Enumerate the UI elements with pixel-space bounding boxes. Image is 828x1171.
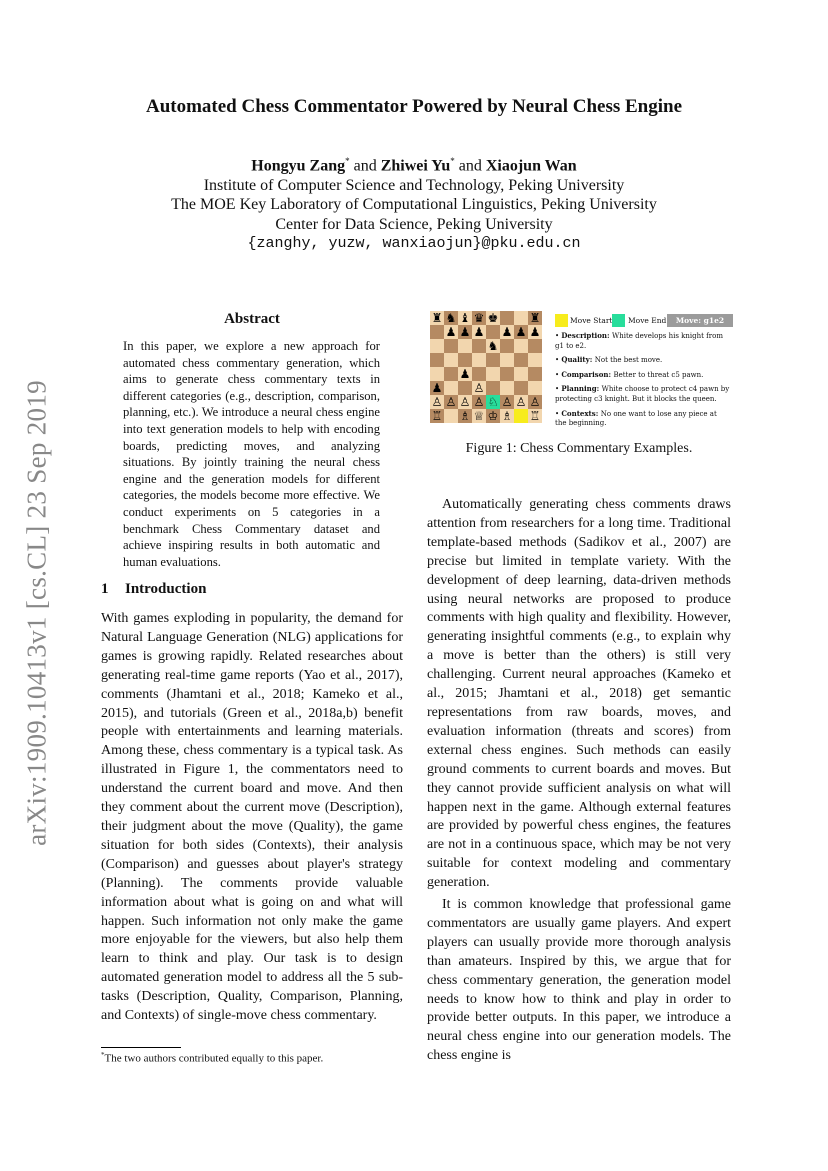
affiliation-3: Center for Data Science, Peking University — [275, 215, 553, 233]
square-f2: ♙ — [501, 395, 513, 409]
square-c4: ♟ — [459, 367, 471, 381]
square-d6 — [472, 339, 486, 353]
comment-list — [555, 331, 730, 433]
square-a7 — [430, 325, 444, 339]
square-g2: ♙ — [515, 395, 527, 409]
square-c2: ♙ — [459, 395, 471, 409]
affiliation-1: Institute of Computer Science and Technology, Peking University — [203, 176, 625, 194]
comment-item — [555, 370, 730, 381]
section-title: Introduction — [125, 581, 207, 597]
square-f4 — [500, 367, 514, 381]
square-h6 — [528, 339, 542, 353]
square-e6: ♞ — [487, 339, 499, 353]
author-1: Hongyu Zang — [251, 157, 346, 175]
square-d1: ♕ — [473, 409, 485, 423]
equal-contrib-mark: * — [450, 156, 455, 166]
square-a4 — [430, 367, 444, 381]
equal-contrib-mark: * — [345, 156, 350, 166]
and-1: and — [353, 157, 377, 175]
square-e2: ♘ — [487, 395, 499, 409]
abstract-body: In this paper, we explore a new approach for automated chess commentary generation, which aims to generate chess commentary texts in different categories (e.g., description, comparison, planning, etc.). We introduce a neural chess engine into text generation models to help with encoding boards, predicting moves, and analyzing situations. By jointly training the neural chess engine and the generation models for different categories, the models become more effective. We conduct experiments on 5 categories in a benchmark Chess Commentary dataset and achieve inspiring results in both automatic and human evaluations. — [123, 339, 380, 569]
right-paragraph-2: It is common knowledge that professional game commentators are usually game players. And expert players can usually provide more thorough analysis than amateurs. Inspired by this, we argue that for chess commentary generation, the generation model needs to know how to think and play in order to provide better outputs. In this paper, we introduce a neural chess engine into our generation models. The chess engine is — [427, 897, 731, 1064]
square-d7: ♟ — [473, 325, 485, 339]
square-f3 — [500, 381, 514, 395]
author-2: Zhiwei Yu — [380, 157, 451, 175]
square-d4 — [472, 367, 486, 381]
square-b5 — [444, 353, 458, 367]
footnote-mark: * — [101, 1051, 105, 1059]
square-g4 — [514, 367, 528, 381]
footnote-rule — [101, 1047, 181, 1048]
square-e4 — [486, 367, 500, 381]
square-h3 — [528, 381, 542, 395]
chess-board — [430, 311, 542, 423]
square-b6 — [444, 339, 458, 353]
footnote-text: The two authors contributed equally to this paper. — [104, 1052, 324, 1065]
square-a3: ♟ — [431, 381, 443, 395]
right-column — [427, 496, 731, 1066]
square-g5 — [514, 353, 528, 367]
square-c8: ♝ — [459, 311, 471, 325]
abstract-heading: Abstract — [224, 311, 280, 327]
square-g1 — [514, 409, 528, 423]
comment-text: White choose to protect c4 pawn by protecting c3 knight. But it blocks the queen. — [555, 385, 730, 403]
square-c6 — [458, 339, 472, 353]
comment-item — [555, 355, 730, 366]
square-b7: ♟ — [445, 325, 457, 339]
comment-text: Better to threat c5 pawn. — [613, 370, 704, 379]
figure-caption: Figure 1: Chess Commentary Examples. — [465, 441, 693, 456]
square-b2: ♙ — [445, 395, 457, 409]
square-c1: ♗ — [459, 409, 471, 423]
author-emails: {zanghy, yuzw, wanxiaojun}@pku.edu.cn — [247, 235, 581, 253]
square-b3 — [444, 381, 458, 395]
comment-text: White develops his knight from g1 to e2. — [555, 332, 723, 350]
square-g8 — [514, 311, 528, 325]
square-f1: ♗ — [501, 409, 513, 423]
footnote — [101, 1051, 401, 1065]
square-b1 — [444, 409, 458, 423]
move-end-swatch — [612, 314, 625, 327]
author-names — [0, 152, 828, 176]
author-3: Xiaojun Wan — [485, 157, 577, 175]
bullet: • — [555, 385, 562, 394]
affiliation-2: The MOE Key Laboratory of Computational Linguistics, Peking University — [171, 196, 657, 214]
and-2: and — [458, 157, 482, 175]
comment-label: Comparison: — [561, 369, 614, 379]
square-h5 — [528, 353, 542, 367]
square-h1: ♖ — [529, 409, 541, 423]
square-b8: ♞ — [445, 311, 457, 325]
square-h2: ♙ — [529, 395, 541, 409]
move-badge: Move: g1e2 — [667, 314, 733, 327]
comment-item — [555, 409, 730, 429]
comment-item — [555, 384, 730, 404]
comment-label: Contexts: — [561, 408, 601, 418]
section-heading — [101, 581, 206, 598]
square-e1: ♔ — [487, 409, 499, 423]
bullet: • — [555, 356, 562, 365]
section-number: 1 — [101, 581, 109, 597]
square-e7 — [486, 325, 500, 339]
move-start-label: Move Start — [570, 316, 613, 325]
bullet: • — [555, 332, 562, 340]
comment-item — [555, 331, 730, 351]
square-g6 — [514, 339, 528, 353]
intro-paragraph — [101, 610, 403, 1026]
square-f5 — [500, 353, 514, 367]
comment-label: Planning: — [561, 384, 602, 394]
bullet: • — [555, 409, 562, 418]
arxiv-stamp: arXiv:1909.10413v1 [cs.CL] 23 Sep 2019 — [21, 379, 52, 846]
square-a5 — [430, 353, 444, 367]
square-h7: ♟ — [529, 325, 541, 339]
square-a2: ♙ — [431, 395, 443, 409]
square-h4 — [528, 367, 542, 381]
comment-label: Description: — [561, 331, 612, 340]
intro-text: With games exploding in popularity, the demand for Natural Language Generation (NLG) applications for games is growing rapidly. Related researches about generating real-time game reports (Yao et al., 2017), comments (Jhamtani et al., 2018; Kameko et al., 2015), and tutorials (Green et al., 2018a,b) benefit people with entertainments and learning materials. Among these, chess commentary is a typical task. As illustrated in Figure 1, the commentators need to understand the current board and move. And then they comment about the current move (Description), their judgment about the move (Quality), the game situation for both sides (Contexts), their analysis (Comparison) and guesses about player's strategy (Planning). The comments provide valuable information about what is going on and what will happen. Such information not only make the game more enjoyable for the viewers, but also help them learn to think and play. Our task is to design automated generation model to address all the 5 sub-tasks (Description, Quality, Comparison, Planning, and Contexts) of single-move chess commentary. — [101, 611, 403, 1024]
square-f8 — [500, 311, 514, 325]
square-c7: ♟ — [459, 325, 471, 339]
square-e5 — [486, 353, 500, 367]
square-g7: ♟ — [515, 325, 527, 339]
comment-text: Not the best move. — [594, 356, 663, 365]
square-b4 — [444, 367, 458, 381]
bullet: • — [555, 370, 562, 379]
move-start-swatch — [555, 314, 568, 327]
square-g3 — [514, 381, 528, 395]
square-e3 — [486, 381, 500, 395]
square-d5 — [472, 353, 486, 367]
square-a1: ♖ — [431, 409, 443, 423]
comment-label: Quality: — [561, 355, 595, 365]
square-e8: ♚ — [487, 311, 499, 325]
square-d8: ♛ — [473, 311, 485, 325]
author-block — [0, 152, 828, 254]
square-a8: ♜ — [431, 311, 443, 325]
square-d3: ♙ — [473, 381, 485, 395]
square-f6 — [500, 339, 514, 353]
square-c3 — [458, 381, 472, 395]
move-end-label: Move End — [628, 316, 667, 325]
square-a6 — [430, 339, 444, 353]
comment-text: No one want to lose any piece at the beginning. — [555, 409, 717, 428]
square-f7: ♟ — [501, 325, 513, 339]
paper-title: Automated Chess Commentator Powered by Neural Chess Engine — [145, 96, 683, 117]
square-d2: ♙ — [473, 395, 485, 409]
right-paragraph-1: Automatically generating chess comments draws attention from researchers for a long time. Traditional template-based methods (Sadikov et al., 2007) are precise but limited in template variety. With the development of deep learning, data-driven methods using neural networks are proposed to produce comments with high quality and flexibility. However, generating insightful comments (e.g., to explain why a move is better than the others) is still very challenging. Current neural approaches (Kameko et al., 2015; Jhamtani et al., 2018) get semantic representations from raw boards, moves, and evaluation information (threats and scores) from external chess engines. Such methods can easily ground comments to current boards and moves. But they cannot provide sufficient analysis on what will happen next in the game. Although external features are provided by powerful chess engines, the features are not in a continuous space, which may be not very suitable for context modeling and commentary generation. — [427, 497, 731, 891]
square-h8: ♜ — [529, 311, 541, 325]
square-c5 — [458, 353, 472, 367]
